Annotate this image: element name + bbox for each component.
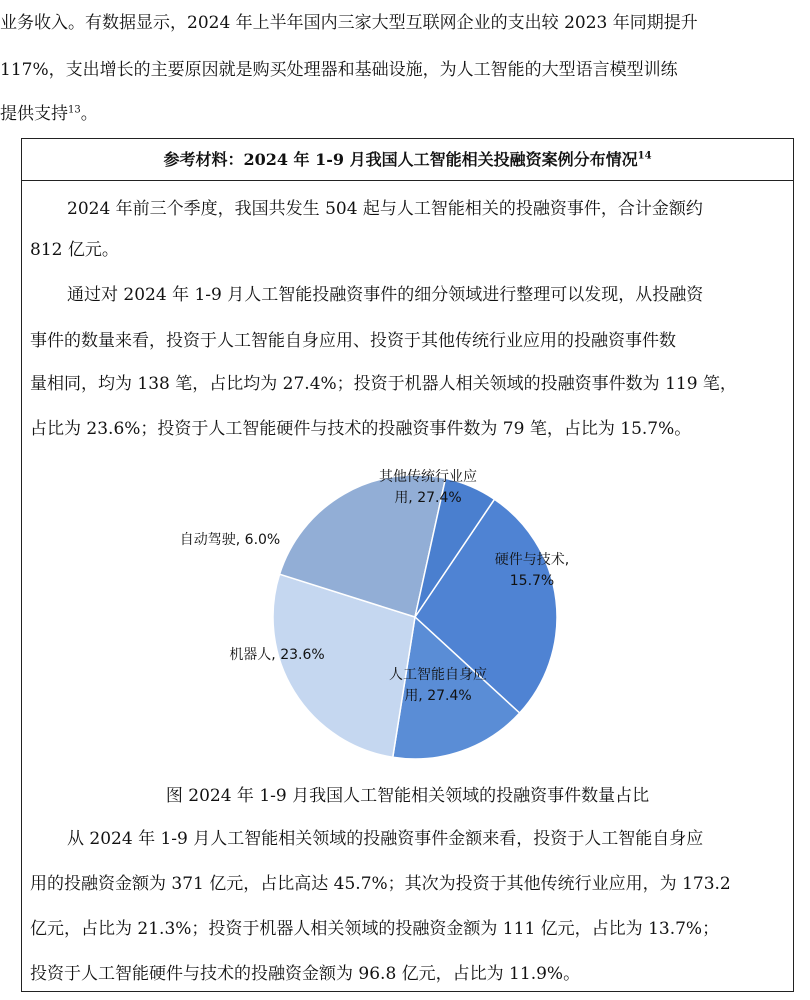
p1-line-2: 812 亿元。 (30, 240, 119, 260)
pie-label-hardware-tech: 硬件与技术, 15.7% (494, 552, 570, 589)
p1-line-1: 2024 年前三个季度，我国共发生 504 起与人工智能相关的投融资事件，合计金额约 (67, 199, 703, 219)
intro-line-1: 业务收入。有数据显示，2024 年上半年国内三家大型互联网企业的支出较 2023 年同期提升 (0, 13, 698, 33)
pie-label-other-traditional: 其他传统行业应用, 27.4% (379, 469, 477, 506)
intro-line-2: 117%，支出增长的主要原因就是购买处理器和基础设施，为人工智能的大型语言模型训练 (0, 60, 678, 80)
p2-line-2: 事件的数量来看，投资于人工智能自身应用、投资于其他传统行业应用的投融资事件数 (30, 331, 676, 351)
intro-line-3-end: 。 (80, 104, 98, 124)
p2-line-1: 通过对 2024 年 1-9 月人工智能投融资事件的细分领域进行整理可以发现，从投融资 (67, 285, 704, 305)
reference-box (21, 138, 794, 992)
p3-line-1: 从 2024 年 1-9 月人工智能相关领域的投融资事件金额来看，投资于人工智能自身应 (67, 829, 704, 849)
intro-line-3-text: 提供支持 (0, 104, 68, 124)
reference-title-text: 参考材料：2024 年 1-9 月我国人工智能相关投融资案例分布情况 (163, 150, 638, 169)
pie-label-ai-application: 人工智能自身应用, 27.4% (389, 667, 487, 704)
figure-caption: 图 2024 年 1-9 月我国人工智能相关领域的投融资事件数量占比 (165, 786, 650, 806)
pie-chart (22, 139, 792, 779)
intro-line-3 (0, 104, 98, 124)
footnote-ref-14[interactable]: 14 (637, 150, 652, 162)
footnote-ref-13[interactable]: 13 (68, 104, 81, 116)
p2-line-3: 量相同，均为 138 笔，占比均为 27.4%；投资于机器人相关领域的投融资事件数为 119 笔， (30, 374, 737, 394)
p3-line-4: 投资于人工智能硬件与技术的投融资金额为 96.8 亿元，占比为 11.9%。 (30, 964, 581, 984)
p3-line-2: 用的投融资金额为 371 亿元，占比高达 45.7%；其次为投资于其他传统行业应用，为 173.2 (30, 874, 731, 894)
p2-line-4: 占比为 23.6%；投资于人工智能硬件与技术的投融资事件数为 79 笔，占比为 15.7%。 (30, 419, 692, 439)
p3-line-3: 亿元，占比为 21.3%；投资于机器人相关领域的投融资金额为 111 亿元，占比为 13.7%； (30, 919, 720, 939)
pie-label-autonomous-driving: 自动驾驶, 6.0% (179, 532, 281, 548)
pie-label-robotics: 机器人, 23.6% (229, 647, 325, 663)
